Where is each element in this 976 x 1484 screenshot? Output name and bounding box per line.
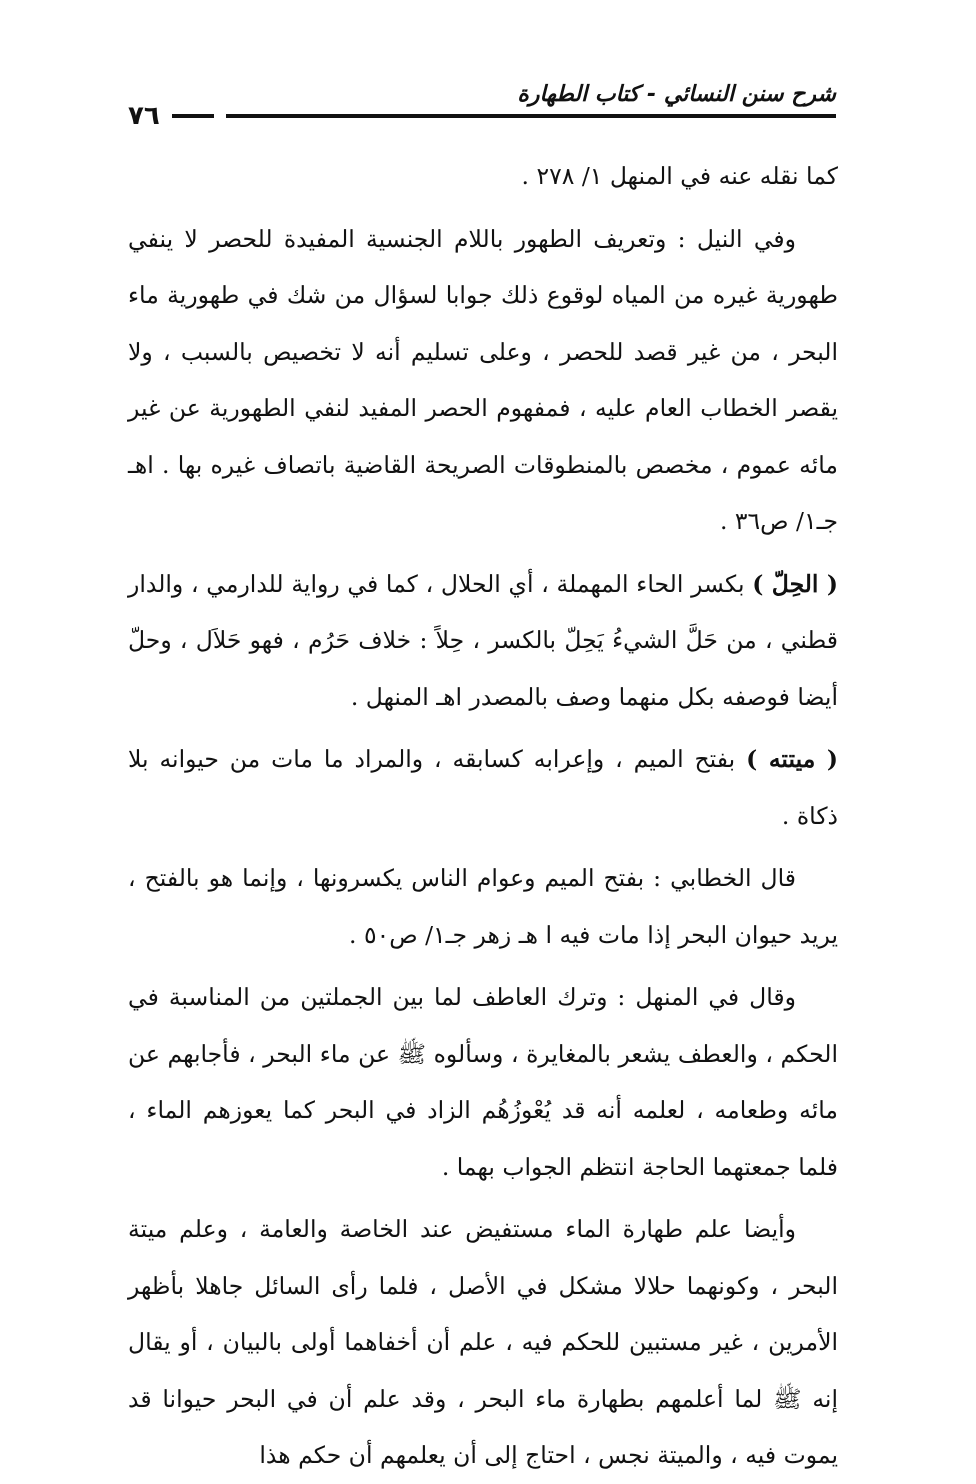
running-title: شرح سنن النسائي - كتاب الطهارة xyxy=(517,82,836,107)
page-header xyxy=(128,78,836,131)
header-rule xyxy=(226,114,836,118)
paragraph-5: قال الخطابي : بفتح الميم وعوام الناس يكسرونها ، وإنما هو بالفتح ، يريد حيوان البحر إذا مات فيه ا هـ زهر جـ١/ ص٥٠ . xyxy=(128,864,838,949)
paragraph-6: وقال في المنهل : وترك العاطف لما بين الجملتين من المناسبة في الحكم ، والعطف يشعر بالمغايرة ، وسألوه ﷺ عن ماء البحر ، فأجابهم عن مائه وطعامه ، لعلمه أنه قد يُعْوزُهُم الزاد في البحر كما يعوزهم الماء ، فلما جمعتهما الحاجة انتظم الجواب بهما . xyxy=(128,983,838,1181)
paragraph-2: وفي النيل : وتعريف الطهور باللام الجنسية المفيدة للحصر لا ينفي طهورية غيره من المياه لوقوع ذلك جوابا لسؤال من شك في طهورية ماء البحر ، من غير قصد للحصر ، وعلى تسليم أنه لا تخصيص بالسبب ، ولا يقصر الخطاب العام عليه ، فمفهوم الحصر المفيد لنفي الطهورية عن غير مائه عموم ، مخصص بالمنطوقات الصريحة القاضية باتصاف غيره بها . اهـ جـ١/ ص٣٦ . xyxy=(128,224,838,535)
paragraph-3 xyxy=(128,556,838,726)
page-number-value: ٧٦ xyxy=(128,101,160,131)
paragraph-1: كما نقله عنه في المنهل ١/ ٢٧٨ . xyxy=(521,162,838,190)
page-number xyxy=(128,102,226,130)
paragraph-4-text: بفتح الميم ، وإعرابه كسابقه ، والمراد ما مات من حيوانه بلا ذكاة . xyxy=(128,745,838,830)
body-text xyxy=(128,148,838,1484)
page-number-dash xyxy=(172,114,214,118)
lemma-hill: ( الحِلّ ) xyxy=(752,569,839,598)
paragraph-3-text: بكسر الحاء المهملة ، أي الحلال ، كما في رواية للدارمي ، والدار قطني ، من حَلَّ الشيءُ يَحِلّ بالكسر ، حِلاً : خلاف حَرُم ، فهو حَلاَل ، وحلّ أيضا فوصفه بكل منهما وصف بالمصدر اهـ المنهل . xyxy=(128,569,838,711)
paragraph-4 xyxy=(128,731,838,844)
paragraph-7: وأيضا علم طهارة الماء مستفيض عند الخاصة والعامة ، وعلم ميتة البحر ، وكونهما حلالا مشكل في الأصل ، فلما رأى السائل جاهلا بأظهر الأمرين ، غير مستبين للحكم فيه ، علم أن أخفاهما أولى بالبيان ، أو يقال إنه ﷺ لما أعلمهم بطهارة ماء البحر ، وقد علم أن في البحر حيوانا قد يموت فيه ، والميتة نجس ، احتاج إلى أن يعلمهم أن حكم هذا xyxy=(128,1215,839,1469)
lemma-maytatuh: ( ميتته ) xyxy=(746,745,839,773)
